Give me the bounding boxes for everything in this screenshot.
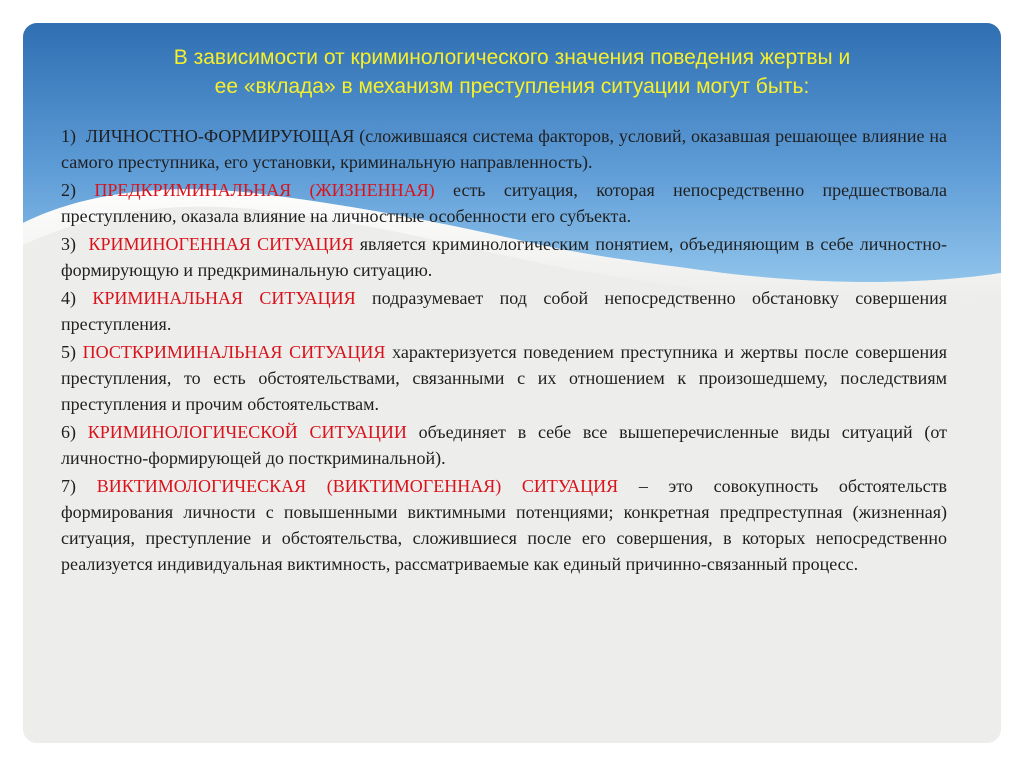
item-text: есть ситуация, которая непосредственно предшествовала преступлению, оказала влияние на личностные особенности его субъекта.	[61, 180, 947, 226]
item-text: характеризуется поведением преступника и жертвы после совершения преступления, то есть обстоятельствами, связанными с их отношением к произошедшему, последствиям преступления и прочим обстоятельствам.	[61, 342, 947, 414]
list-item	[61, 231, 947, 283]
item-number: 1)	[61, 126, 76, 146]
item-number: 5)	[61, 342, 76, 362]
item-text: – это совокупность обстоятельств формирования личности с повышенными виктимными потенциями; конкретная предпреступная (жизненная) ситуация, преступление и обстоятельства, сложившиеся после его совершения, в которых непосредственно реализуется индивидуальная виктимность, рассматриваемые как единый причинно-связанный процесс.	[61, 476, 948, 574]
item-term: ПРЕДКРИМИНАЛЬНАЯ (ЖИЗНЕННАЯ)	[94, 180, 435, 200]
item-text: подразумевает под собой непосредственно обстановку совершения преступления.	[61, 288, 947, 334]
list-item	[61, 123, 947, 175]
item-text: является криминологическим понятием, объединяющим в себе личностно-формирующую и предкриминальную ситуацию.	[61, 234, 947, 280]
item-term: ВИКТИМОЛОГИЧЕСКАЯ (ВИКТИМОГЕННАЯ) СИТУАЦИЯ	[96, 476, 619, 496]
title-line-2: ее «вклада» в механизм преступления ситуации могут быть:	[214, 75, 810, 98]
item-term: КРИМИНАЛЬНАЯ СИТУАЦИЯ	[92, 288, 356, 308]
item-term: КРИМИНОЛОГИЧЕСКОЙ СИТУАЦИИ	[87, 422, 407, 442]
item-number: 4)	[61, 288, 76, 308]
title-line-1: В зависимости от криминологического значения поведения жертвы и	[173, 46, 851, 69]
list-item	[61, 177, 947, 229]
list-item	[61, 419, 947, 471]
list-item	[61, 339, 947, 417]
item-number: 7)	[61, 476, 76, 496]
item-text: (сложившаяся система факторов, условий, оказавшая решающее влияние на самого преступника, его установки, криминальную направленность).	[61, 126, 947, 172]
item-term: ЛИЧНОСТНО-ФОРМИРУЮЩАЯ	[85, 126, 355, 146]
item-term: ПОСТКРИМИНАЛЬНАЯ СИТУАЦИЯ	[82, 342, 386, 362]
item-number: 2)	[61, 180, 76, 200]
item-term: КРИМИНОГЕННАЯ СИТУАЦИЯ	[88, 234, 354, 254]
list-item	[61, 285, 947, 337]
item-text: объединяет в себе все вышеперечисленные виды ситуаций (от личностно-формирующей до посткриминальной).	[61, 422, 947, 468]
list-item	[61, 473, 947, 577]
slide	[23, 23, 1001, 743]
slide-title	[83, 43, 941, 101]
item-number: 6)	[61, 422, 76, 442]
item-number: 3)	[61, 234, 76, 254]
situations-list	[61, 123, 947, 579]
